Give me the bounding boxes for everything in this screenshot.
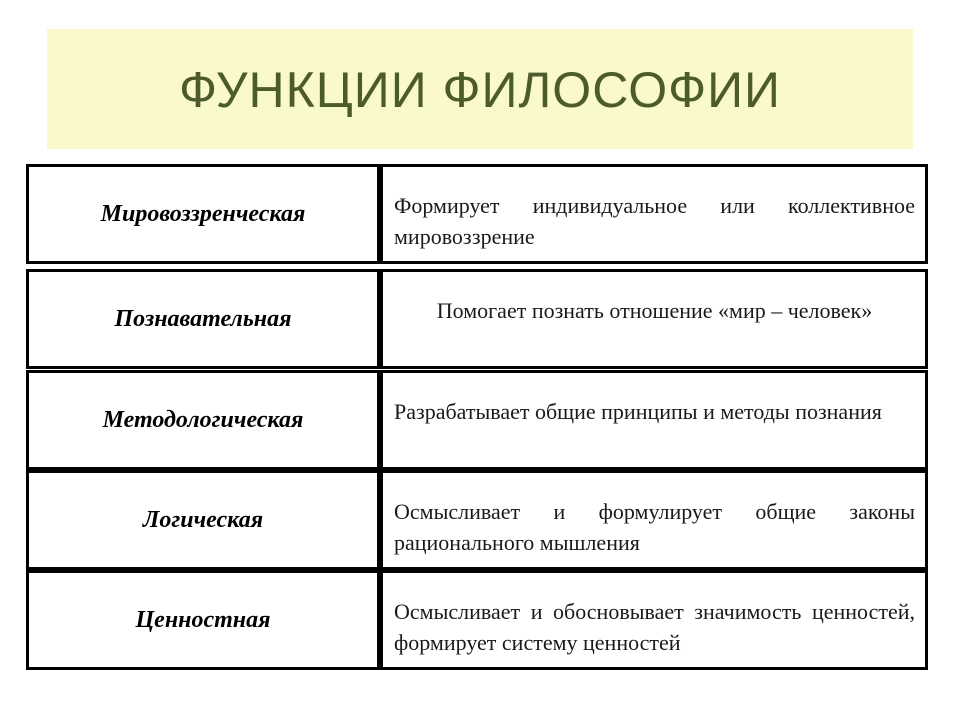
function-description-cell (380, 269, 928, 369)
function-name-cell (26, 470, 380, 570)
table-row (26, 570, 928, 670)
function-description-cell (380, 570, 928, 670)
function-description: Помогает познать отношение «мир – человек» (436, 298, 873, 323)
function-name: Мировоззренческая (100, 200, 306, 227)
function-name: Познавательная (114, 305, 292, 332)
table-row (26, 269, 928, 369)
table-row (26, 164, 928, 264)
table-row (26, 470, 928, 570)
function-description-cell (380, 164, 928, 264)
function-description: Осмысливает и обосновывает значимость ценностей, формирует систему ценностей (394, 599, 915, 655)
function-name-cell (26, 370, 380, 470)
page-title: ФУНКЦИИ ФИЛОСОФИИ (179, 62, 781, 118)
function-description: Формирует индивидуальное или коллективное мировоззрение (394, 193, 915, 249)
function-description: Разрабатывает общие принципы и методы познания (394, 399, 882, 424)
function-name: Ценностная (135, 606, 271, 633)
function-name-cell (26, 164, 380, 264)
table-row (26, 370, 928, 470)
title-banner (47, 29, 913, 149)
function-name-cell (26, 570, 380, 670)
function-name: Методологическая (102, 406, 304, 433)
function-description-cell (380, 470, 928, 570)
function-description-cell (380, 370, 928, 470)
function-name-cell (26, 269, 380, 369)
function-name: Логическая (142, 506, 264, 533)
function-description: Осмысливает и формулирует общие законы рационального мышления (394, 499, 915, 555)
